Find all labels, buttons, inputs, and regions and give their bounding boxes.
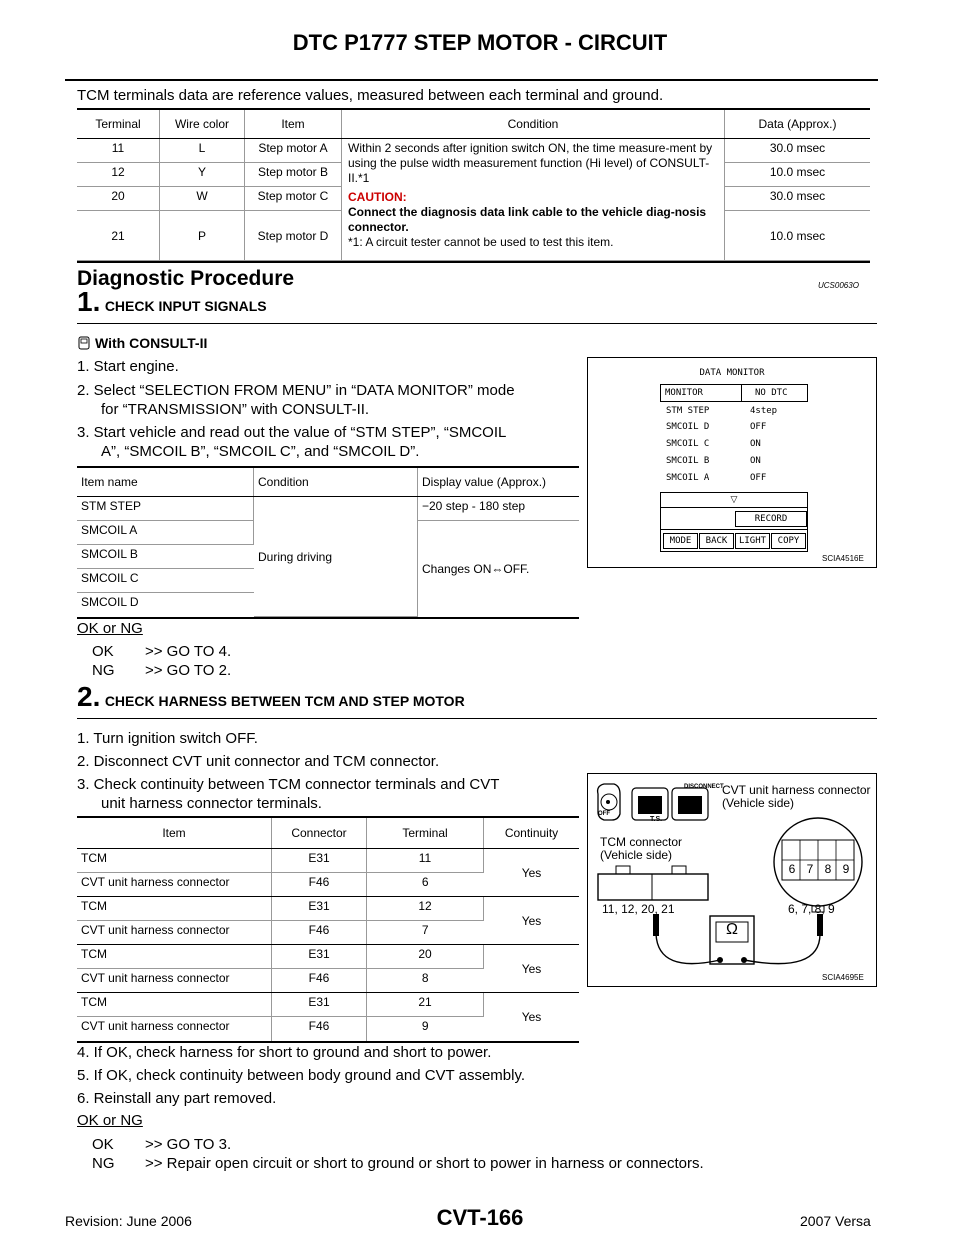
step1-ok: OK <box>92 643 114 660</box>
dm-row-value: 4step <box>750 406 778 416</box>
cvt-label-line: CVT unit harness connector <box>722 783 871 797</box>
step2-item: 4. If OK, check harness for short to ground and short to power. <box>77 1044 492 1061</box>
data-cell: 30.0 msec <box>725 187 871 211</box>
footer-page-number: CVT-166 <box>436 1205 524 1230</box>
off-label: OFF <box>598 811 610 817</box>
terminal-table <box>77 110 870 261</box>
step1-ok-ng: OK or NG <box>77 620 143 637</box>
step1-item-line: 3. Start vehicle and read out the value of “STM STEP”, “SMCOIL <box>77 424 507 441</box>
col-item-name: Item name <box>77 468 254 497</box>
caution-label: CAUTION: <box>348 190 407 204</box>
connector-cell: F46 <box>272 873 367 897</box>
step2-num: 2. <box>77 681 101 712</box>
terminal-cell: 8 <box>367 969 484 993</box>
item-name-cell: SMCOIL C <box>77 569 254 593</box>
monitor-table <box>77 468 579 617</box>
terminal-cell: 20 <box>77 187 160 211</box>
step1-num: 1. <box>77 286 101 317</box>
step2-item-line: 3. Check continuity between TCM connector terminals and CVT <box>77 776 500 793</box>
step1-heading <box>77 286 267 318</box>
terminal-cell: 6 <box>367 873 484 897</box>
consult-icon <box>77 336 91 350</box>
col-item: Item <box>245 110 342 139</box>
step1-ok-action: >> GO TO 4. <box>145 643 232 660</box>
wire-cell: P <box>160 211 245 261</box>
col-continuity: Continuity <box>484 818 580 849</box>
light-button[interactable]: LIGHT <box>735 533 770 549</box>
item-cell: TCM <box>77 897 272 921</box>
step2-ng: NG <box>92 1155 115 1172</box>
step1-ng-action: >> GO TO 2. <box>145 662 232 679</box>
continuity-cell: Yes <box>484 849 580 897</box>
copy-button[interactable]: COPY <box>771 533 806 549</box>
scroll-down-icon[interactable]: ▽ <box>730 494 738 504</box>
condition-text: Within 2 seconds after ignition switch ON, the time measure-ment by using the pulse width measurement function (Hi level) of CONSULT-II.*1 <box>348 141 713 185</box>
col-terminal: Terminal <box>367 818 484 849</box>
pin-label: 9 <box>842 862 850 876</box>
tcm-label-line: (Vehicle side) <box>600 848 673 862</box>
dm-row-label: SMCOIL C <box>666 439 710 449</box>
back-button[interactable]: BACK <box>699 533 734 549</box>
condition-cell <box>342 139 725 261</box>
item-cell: TCM <box>77 849 272 873</box>
col-terminal: Terminal <box>77 110 160 139</box>
continuity-table-wrap <box>77 816 579 1043</box>
step2-item: 6. Reinstall any part removed. <box>77 1090 277 1107</box>
item-cell: Step motor A <box>245 139 342 163</box>
pin-label: 6 <box>788 862 796 876</box>
terminal-cell: 11 <box>367 849 484 873</box>
cvt-label <box>722 784 871 810</box>
dm-row-value: ON <box>750 439 761 449</box>
continuity-cell: Yes <box>484 945 580 993</box>
tcm-label-line: TCM connector <box>600 835 683 849</box>
connector-cell: F46 <box>272 1017 367 1041</box>
footnote: *1: A circuit tester cannot be used to test this item. <box>348 235 614 249</box>
header-rule <box>65 79 878 81</box>
terminal-cell: 20 <box>367 945 484 969</box>
dm-divider <box>661 529 807 530</box>
value-cell: −20 step - 180 step <box>418 497 580 521</box>
pin-label: 8 <box>824 862 832 876</box>
step1-item-line: 2. Select “SELECTION FROM MENU” in “DATA MONITOR” mode <box>77 382 515 399</box>
step2-item: 2. Disconnect CVT unit connector and TCM connector. <box>77 753 440 770</box>
continuity-table <box>77 818 579 1041</box>
record-button[interactable]: RECORD <box>735 511 807 527</box>
step2-ok-action: >> GO TO 3. <box>145 1136 232 1153</box>
dm-row-label: SMCOIL D <box>666 422 710 432</box>
dm-row-label: STM STEP <box>666 406 710 416</box>
step1-item: 1. Start engine. <box>77 358 179 375</box>
monitor-table-wrap <box>77 466 579 619</box>
step2-rule <box>77 718 877 719</box>
dm-nodtc: NO DTC <box>755 388 788 398</box>
terminal-cell: 21 <box>367 993 484 1017</box>
item-name-cell: SMCOIL A <box>77 521 254 545</box>
value-cell: Changes ON⇔OFF. <box>422 561 530 576</box>
tcm-connector-icon <box>598 866 708 900</box>
dm-row-label: SMCOIL B <box>666 456 710 466</box>
terminal-cell: 9 <box>421 1019 429 1033</box>
condition-cell: During driving <box>254 497 418 617</box>
data-cell: 10.0 msec <box>725 163 871 187</box>
item-cell: CVT unit harness connector <box>77 873 272 897</box>
cvt-terminals-label: 6, 7, 8, 9 <box>788 902 835 916</box>
item-cell: Step motor D <box>245 211 342 261</box>
col-wire-color: Wire color <box>160 110 245 139</box>
connector-cell: E31 <box>272 897 367 921</box>
step2-heading <box>77 681 465 713</box>
col-condition: Condition <box>254 468 418 497</box>
dm-title: DATA MONITOR <box>699 368 765 378</box>
step2-item: 1. Turn ignition switch OFF. <box>77 730 258 747</box>
step2-ng-action: >> Repair open circuit or short to ground or short to power in harness or connectors. <box>145 1155 704 1172</box>
item-cell: TCM <box>77 993 272 1017</box>
dm-row-value: OFF <box>750 473 767 483</box>
footer-model: 2007 Versa <box>800 1213 871 1229</box>
terminal-cell: 11 <box>77 139 160 163</box>
terminal-cell: 7 <box>367 921 484 945</box>
item-name-cell: STM STEP <box>77 497 254 521</box>
item-name-cell: SMCOIL D <box>81 595 139 609</box>
dm-monitor: MONITOR <box>665 388 703 398</box>
item-cell: CVT unit harness connector <box>77 1017 272 1041</box>
footer-revision: Revision: June 2006 <box>65 1213 192 1229</box>
page-title: DTC P1777 STEP MOTOR - CIRCUIT <box>292 30 668 55</box>
connector-cell: E31 <box>272 849 367 873</box>
dm-header-divider <box>741 385 742 401</box>
caution-text: Connect the diagnosis data link cable to the vehicle diag-nosis connector. <box>348 205 707 234</box>
col-item: Item <box>77 818 272 849</box>
with-consult-label: With CONSULT-II <box>95 335 208 351</box>
step1-ng: NG <box>92 662 115 679</box>
dm-row-label: SMCOIL A <box>666 473 710 483</box>
connector-cell: E31 <box>272 945 367 969</box>
step1-title: CHECK INPUT SIGNALS <box>104 298 267 314</box>
data-cell: 10.0 msec <box>725 211 871 261</box>
col-data: Data (Approx.) <box>725 110 871 139</box>
step1-rule <box>77 323 877 324</box>
connector-cell: F46 <box>272 969 367 993</box>
mode-button[interactable]: MODE <box>663 533 698 549</box>
dm-divider <box>661 507 807 508</box>
figure2-code: SCIA4695E <box>822 973 864 982</box>
dm-header-box <box>660 384 808 402</box>
step1-item <box>77 423 577 461</box>
section-code: UCS0063O <box>818 281 859 290</box>
item-cell: CVT unit harness connector <box>77 921 272 945</box>
pin-label: 7 <box>806 862 814 876</box>
col-display-value: Display value (Approx.) <box>418 468 580 497</box>
step2-item <box>77 775 577 813</box>
step2-ok-ng: OK or NG <box>77 1112 143 1129</box>
dm-control-box <box>660 492 808 552</box>
item-cell: CVT unit harness connector <box>77 969 272 993</box>
continuity-cell: Yes <box>484 897 580 945</box>
ohm-symbol: Ω <box>726 921 738 938</box>
item-cell: TCM <box>77 945 272 969</box>
figure1-code: SCIA4516E <box>822 554 864 563</box>
terminal-table-wrap <box>77 108 870 263</box>
step1-item-line: for “TRANSMISSION” with CONSULT-II. <box>101 401 370 418</box>
wire-cell: Y <box>160 163 245 187</box>
connector-cell: E31 <box>272 993 367 1017</box>
col-condition: Condition <box>342 110 725 139</box>
wire-cell: W <box>160 187 245 211</box>
wire-cell: L <box>160 139 245 163</box>
section-title: Diagnostic Procedure <box>77 267 295 290</box>
terminal-cell: 12 <box>77 163 160 187</box>
dm-row-value: OFF <box>750 422 767 432</box>
with-consult <box>77 335 207 351</box>
step2-item: 5. If OK, check continuity between body ground and CVT assembly. <box>77 1067 526 1084</box>
step1-item-line: A”, “SMCOIL B”, “SMCOIL C”, and “SMCOIL D”. <box>101 443 420 460</box>
continuity-cell: Yes <box>521 1009 542 1024</box>
cvt-label-line: (Vehicle side) <box>722 796 795 810</box>
harness-figure <box>587 773 877 987</box>
data-cell: 30.0 msec <box>725 139 871 163</box>
tcm-label <box>600 836 682 862</box>
data-monitor-figure <box>587 357 877 568</box>
item-cell: Step motor B <box>245 163 342 187</box>
intro-text: TCM terminals data are reference values, measured between each terminal and ground. <box>77 87 664 104</box>
step1-item <box>77 381 577 419</box>
dm-row-value: ON <box>750 456 761 466</box>
step2-ok: OK <box>92 1136 114 1153</box>
connector-cell: F46 <box>272 921 367 945</box>
item-name-cell: SMCOIL B <box>77 545 254 569</box>
item-cell: Step motor C <box>245 187 342 211</box>
terminal-cell: 12 <box>367 897 484 921</box>
step2-item-line: unit harness connector terminals. <box>101 795 322 812</box>
disconnect-label: DISCONNECT <box>684 784 724 790</box>
tcm-terminals-label: 11, 12, 20, 21 <box>602 902 675 916</box>
step2-title: CHECK HARNESS BETWEEN TCM AND STEP MOTOR <box>104 693 465 709</box>
terminal-cell: 21 <box>77 211 160 261</box>
disconnect-icon <box>632 788 708 820</box>
col-connector: Connector <box>272 818 367 849</box>
ts-label: T.S. <box>650 816 663 823</box>
